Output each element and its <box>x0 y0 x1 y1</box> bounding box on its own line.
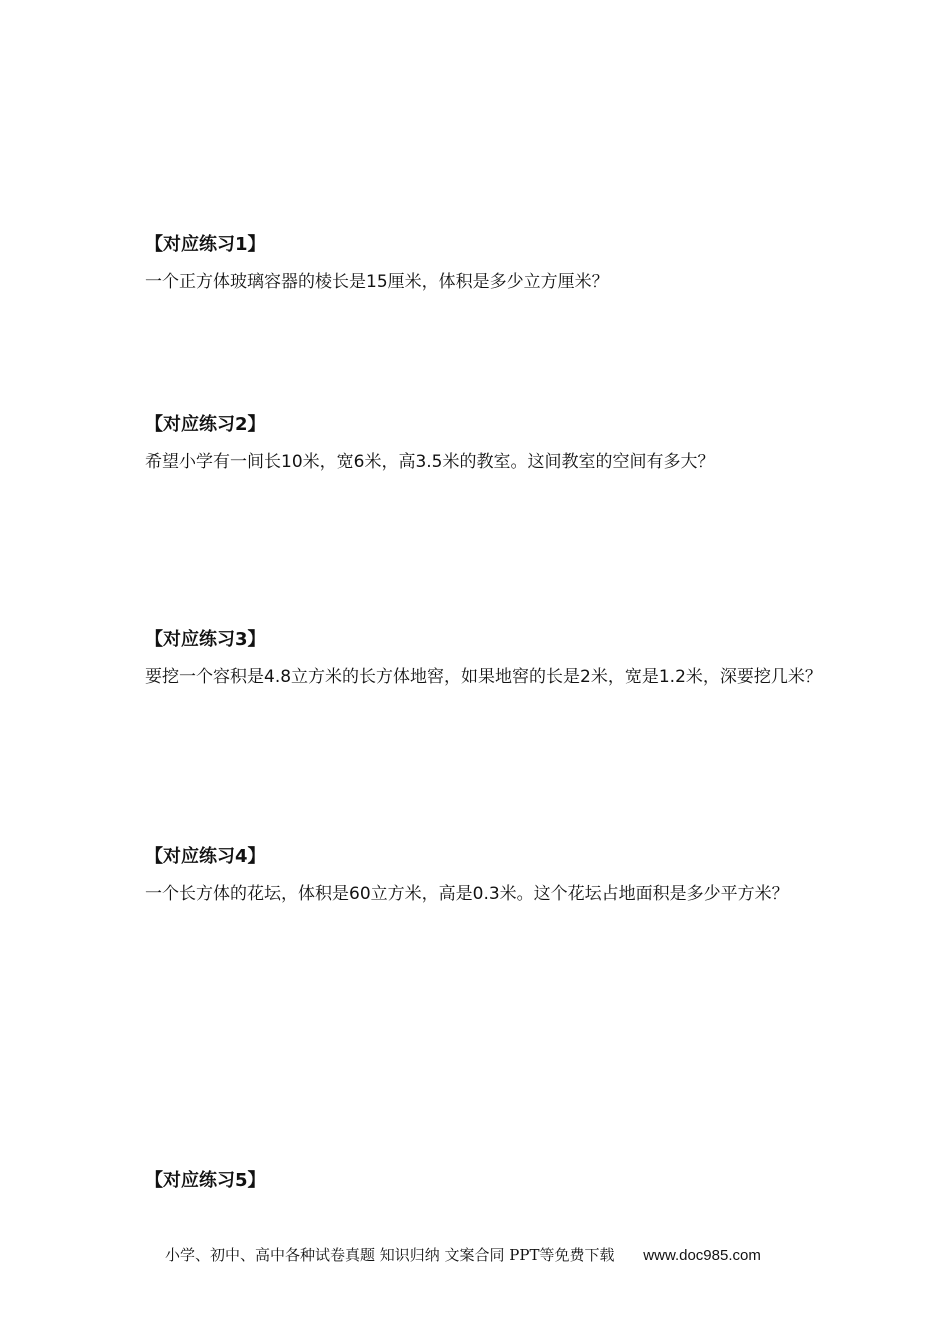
exercise-2 <box>145 413 825 480</box>
exercise-3 <box>145 628 825 695</box>
footer-notice: 小学、初中、高中各种试卷真题 知识归纳 文案合同 PPT等免费下载 <box>165 1246 615 1264</box>
exercise-1 <box>145 233 825 300</box>
exercise-heading: 【对应练习5】 <box>145 1170 266 1191</box>
footer-url-link[interactable]: www.doc985.com <box>643 1247 761 1264</box>
exercise-question: 要挖一个容积是4.8立方米的长方体地窖，如果地窖的长是2米，宽是1.2米，深要挖几米？ <box>145 667 822 687</box>
exercise-question: 希望小学有一间长10米，宽6米，高3.5米的教室。这间教室的空间有多大？ <box>145 452 715 472</box>
exercise-heading: 【对应练习3】 <box>145 629 266 650</box>
exercise-heading: 【对应练习2】 <box>145 414 266 435</box>
page-footer <box>165 1244 761 1267</box>
exercise-question: 一个正方体玻璃容器的棱长是15厘米，体积是多少立方厘米？ <box>145 272 609 292</box>
exercise-heading: 【对应练习4】 <box>145 846 266 867</box>
exercise-4 <box>145 845 825 912</box>
exercise-heading: 【对应练习1】 <box>145 234 266 255</box>
exercise-5 <box>145 1169 825 1201</box>
exercise-question: 一个长方体的花坛，体积是60立方米，高是0.3米。这个花坛占地面积是多少平方米？ <box>145 884 789 904</box>
